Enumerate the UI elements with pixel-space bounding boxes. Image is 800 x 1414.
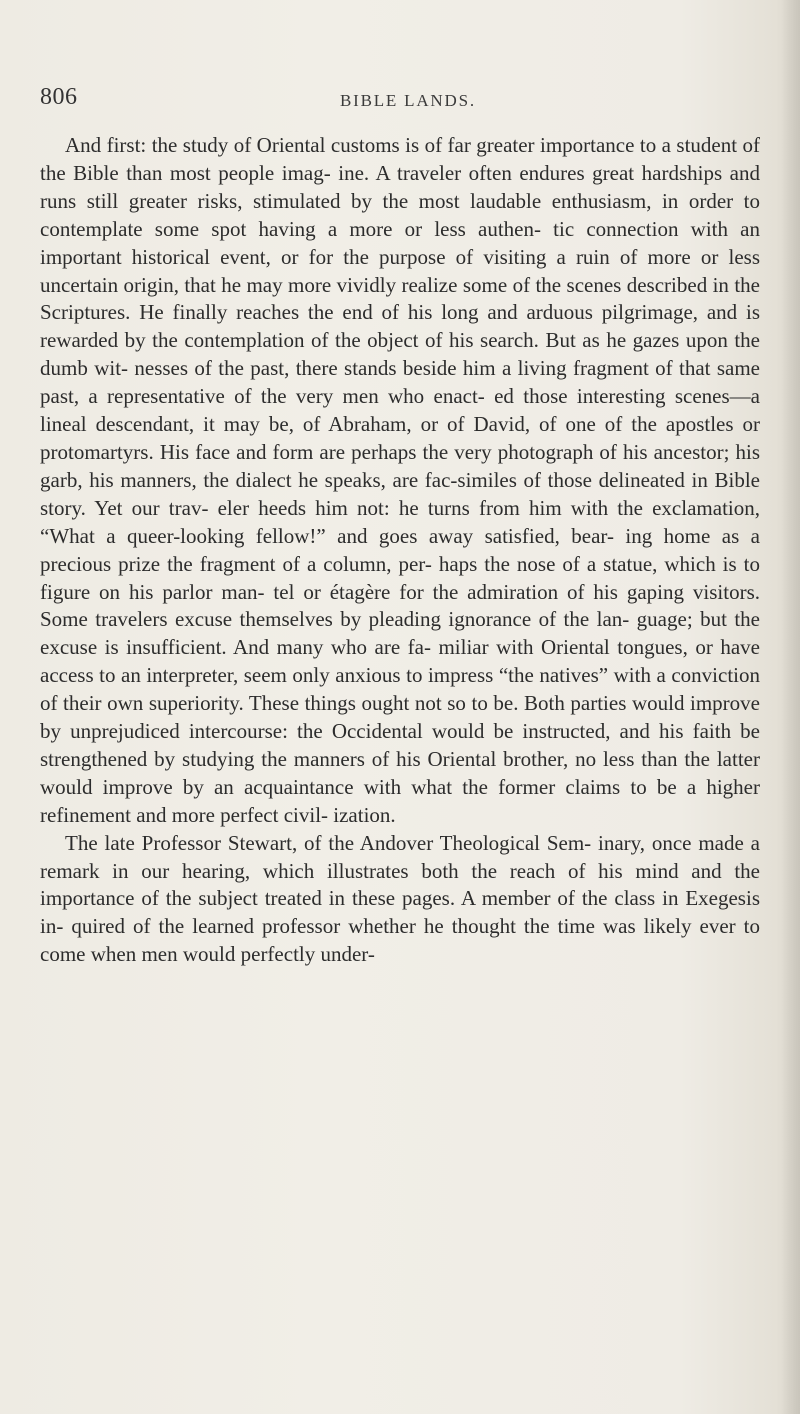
page-header	[40, 84, 760, 124]
page-edge-shadow	[782, 0, 800, 1414]
paragraph: And first: the study of Oriental customs is of far greater importance to a student of the Bible than most people imag- ine. A traveler often endures great hardships and runs still greater risks, stimulated by the most laudable enthusiasm, in order to contemplate some spot having a more or less authen- tic connection with an important historical event, or for the purpose of visiting a ruin of more or less uncertain origin, that he may more vividly realize some of the scenes described in the Scriptures. He finally reaches the end of his long and arduous pilgrimage, and is rewarded by the contemplation of the object of his search. But as he gazes upon the dumb wit- nesses of the past, there stands beside him a living fragment of that same past, a representative of the very men who enact- ed those interesting scenes—a lineal descendant, it may be, of Abraham, or of David, of one of the apostles or protomartyrs. His face and form are perhaps the very photograph of his ancestor; his garb, his manners, the dialect he speaks, are fac-similes of those delineated in Bible story. Yet our trav- eler heeds him not: he turns from him with the exclamation, “What a queer-looking fellow!” and goes away satisfied, bear- ing home as a precious prize the fragment of a column, per- haps the nose of a statue, which is to figure on his parlor man- tel or étagère for the admiration of his gaping visitors. Some travelers excuse themselves by pleading ignorance of the lan- guage; but the excuse is insufficient. And many who are fa- miliar with Oriental tongues, or have access to an interpreter, seem only anxious to impress “the natives” with a conviction of their own superiority. These things ought not so to be. Both parties would improve by unprejudiced intercourse: the Occidental would be instructed, and his faith be strengthened by studying the manners of his Oriental brother, no less than the latter would improve by an acquaintance with what the former claims to be a higher refinement and more perfect civil- ization.	[40, 133, 760, 827]
paragraph: The late Professor Stewart, of the Andover Theological Sem- inary, once made a remark in our hearing, which illustrates both the reach of his mind and the importance of the subject treated in these pages. A member of the class in Exegesis in- quired of the learned professor whether he thought the time was likely ever to come when men would perfectly under-	[40, 830, 760, 967]
body-text	[40, 132, 760, 969]
running-head: BIBLE LANDS.	[340, 91, 476, 110]
page-number: 806	[40, 84, 78, 110]
